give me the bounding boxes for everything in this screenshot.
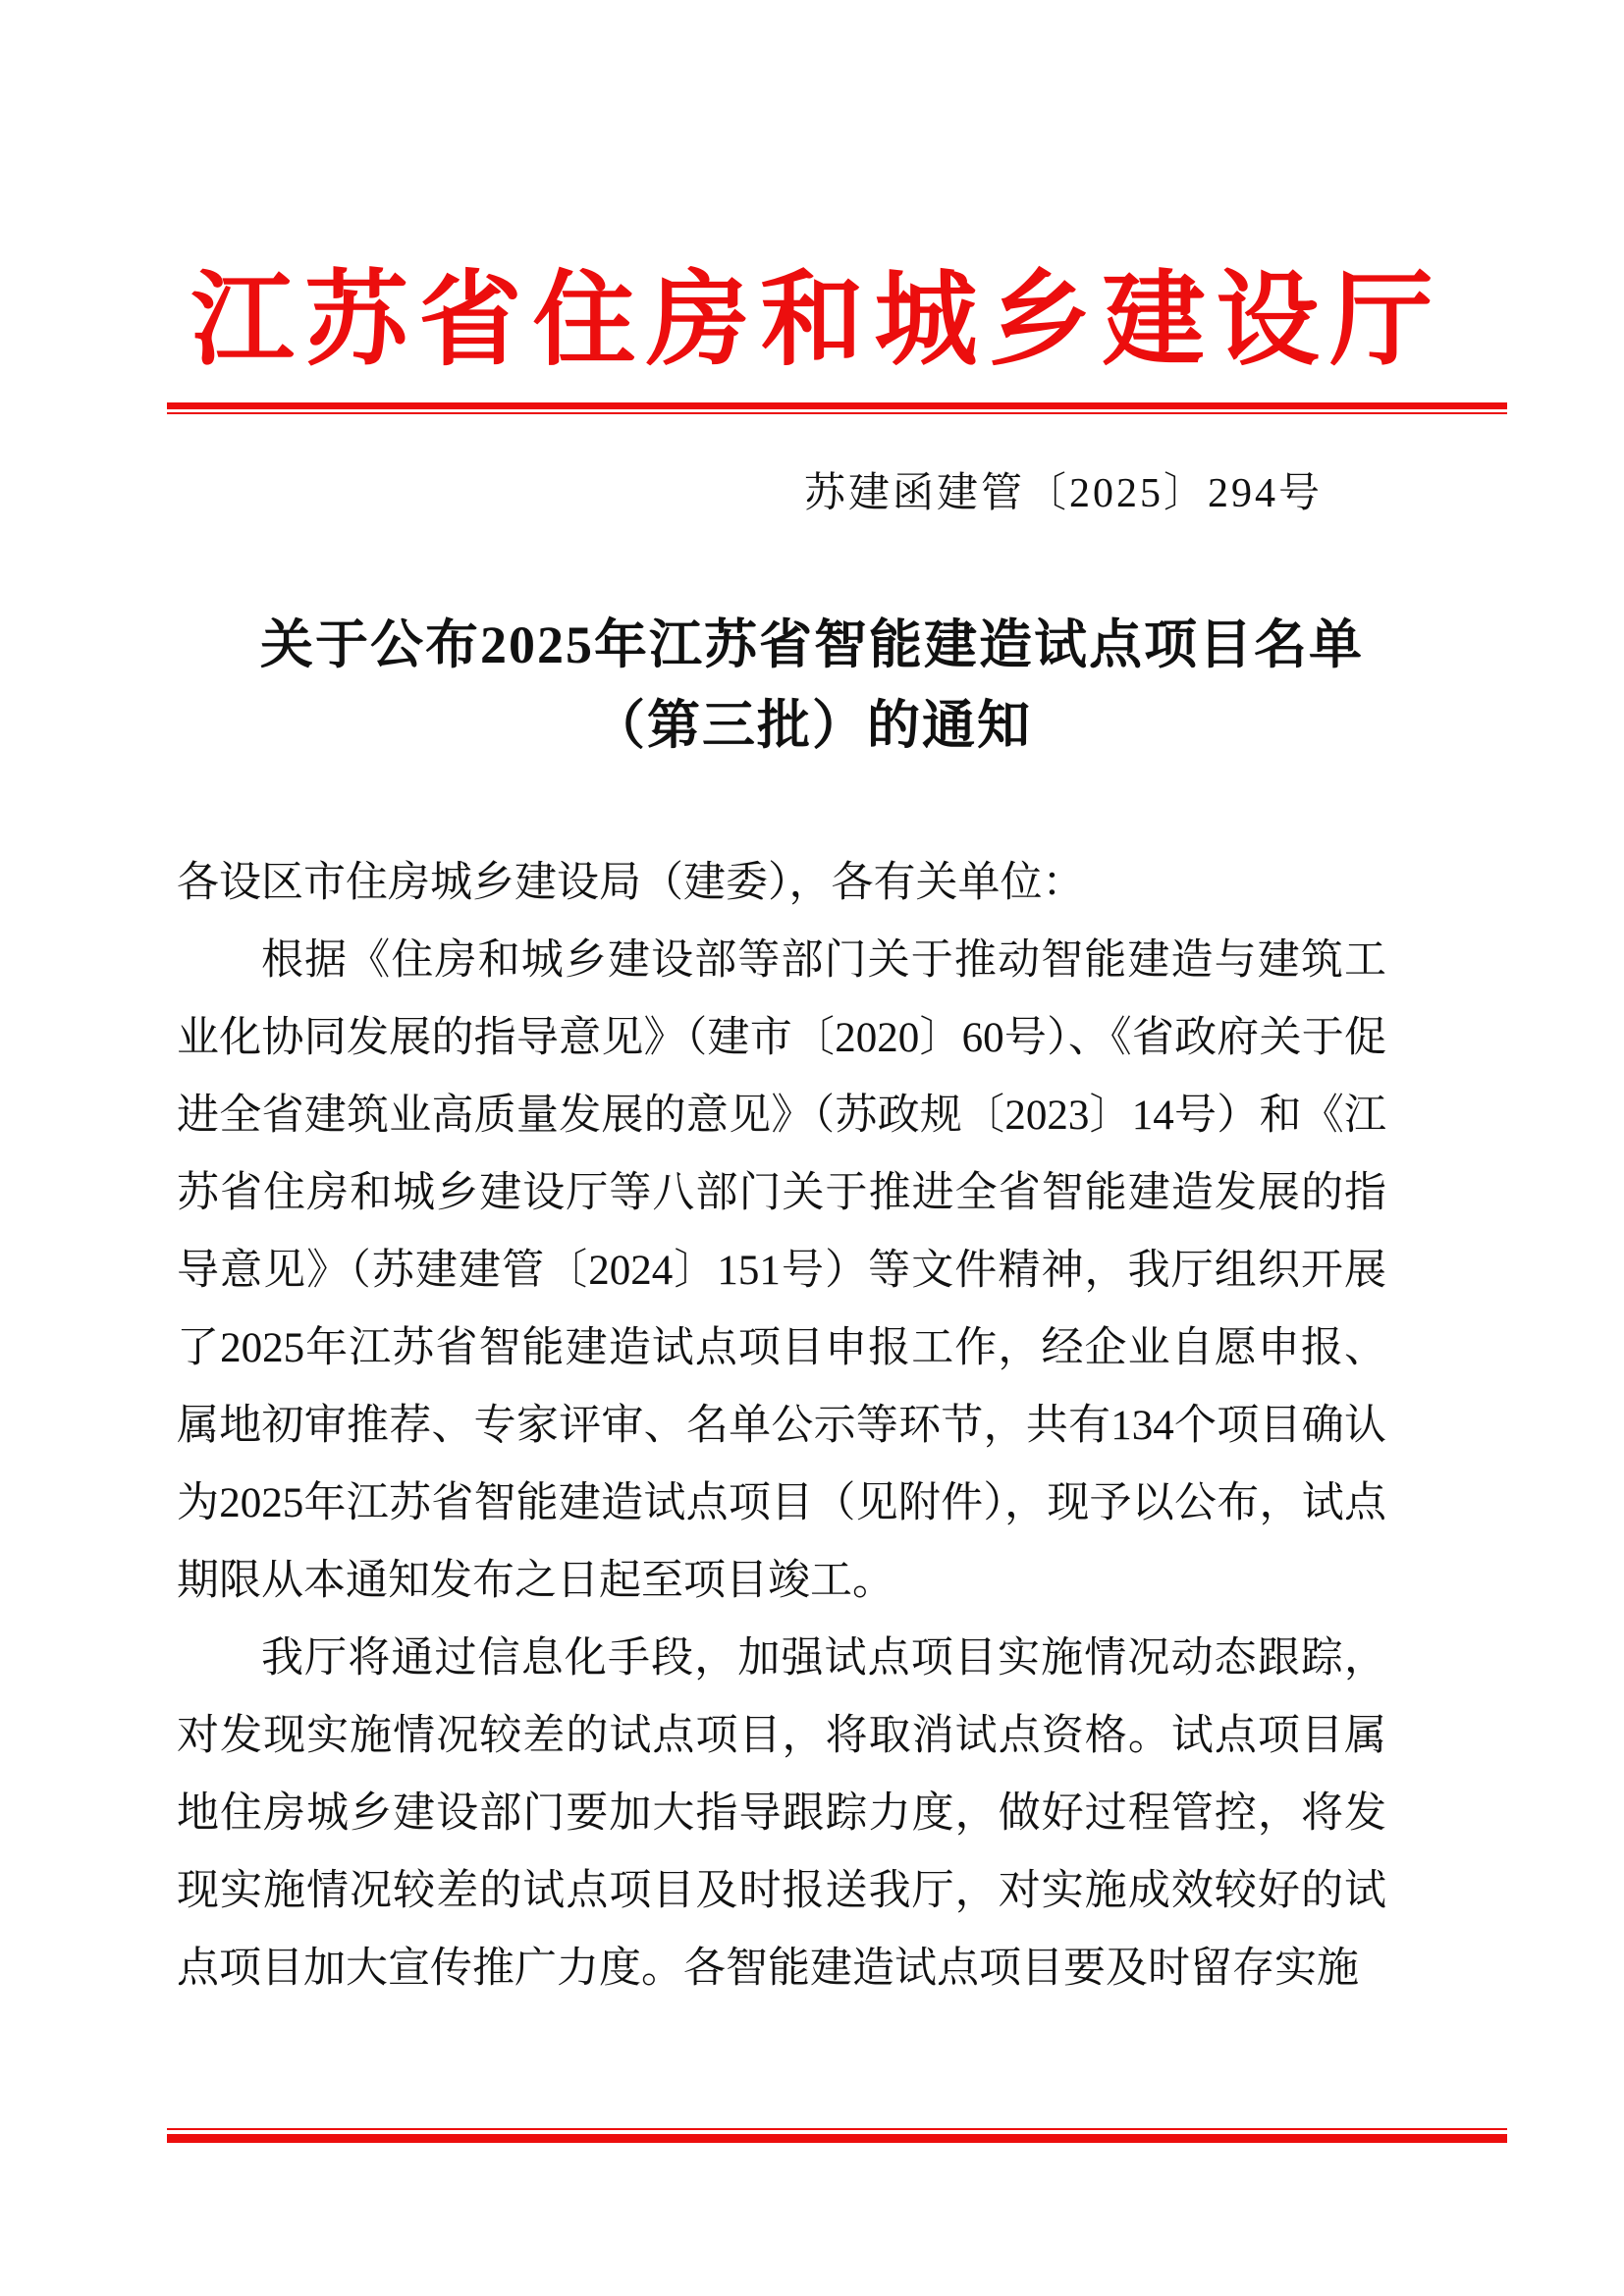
document-number: 苏建函建管〔2025〕294号 [803,471,1323,516]
paragraph-2: 我厅将通过信息化手段，加强试点项目实施情况动态跟踪，对发现实施情况较差的试点项目，将取消试点资格。试点项目属地住房城乡建设部门要加大指导跟踪力度，做好过程管控，将发现实施情况较差的试点项目及时报送我厅，对实施成效较好的试点项目加大宣传推广力度。各智能建造试点项目要及时留存实施 [177,1635,1386,1992]
notice-title-line2: （第三批）的通知 [592,696,1032,755]
red-rule-top-thick-line [167,402,1507,409]
notice-body [177,844,1386,2007]
letterhead-title: 江苏省住房和城乡建设厅 [190,263,1444,378]
notice-title-line1: 关于公布2025年江苏省智能建造试点项目名单 [260,615,1364,674]
red-rule-top-thin-line [167,412,1507,414]
red-rule-top [167,402,1507,414]
paragraph-1: 根据《住房和城乡建设部等部门关于推动智能建造与建筑工业化协同发展的指导意见》（建市〔2020〕60号）、《省政府关于促进全省建筑业高质量发展的意见》（苏政规〔2023〕14号）和《江苏省住房和城乡建设厅等八部门关于推进全省智能建造发展的指导意见》（苏建建管〔2024〕151号）等文件精神，我厅组织开展了2025年江苏省智能建造试点项目申报工作，经企业自愿申报、属地初审推荐、专家评审、名单公示等环节，共有134个项目确认为2025年江苏省智能建造试点项目（见附件），现予以公布，试点期限从本通知发布之日起至项目竣工。 [177,937,1386,1604]
salutation: 各设区市住房城乡建设局（建委），各有关单位： [177,860,1085,906]
red-rule-bottom [167,2128,1507,2143]
notice-title [0,605,1624,766]
red-rule-bottom-thick-line [167,2134,1507,2143]
